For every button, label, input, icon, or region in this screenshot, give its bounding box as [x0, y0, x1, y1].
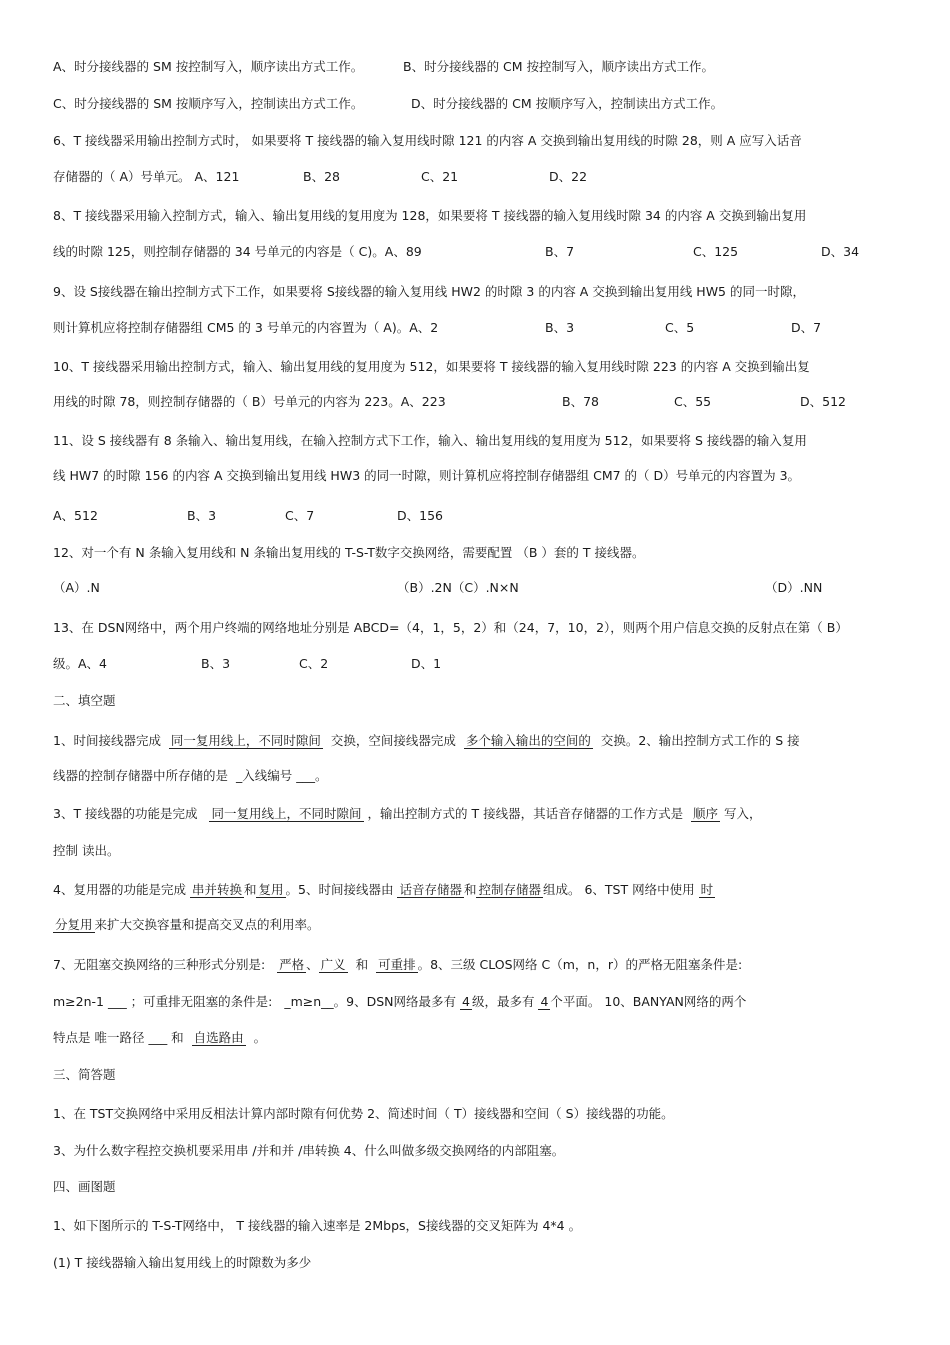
blank-answer: 4: [462, 994, 470, 1009]
section-heading-fill: 二、填空题: [53, 693, 116, 708]
blank-answer: 顺序: [693, 806, 719, 821]
blank-answer: 多个输入输出的空间的: [465, 733, 591, 748]
fill-line-5: 4、复用器的功能是完成 串并转换 和 复用 。5、时间接线器由 话音存储器 和 控制存储器 组成。 6、TST 网络中使用 时: [53, 882, 714, 897]
blank-answer: 时: [700, 882, 714, 897]
blank-answer: 同一复用线上，不同时隙间: [170, 733, 321, 748]
fill-line-8: m≥2n-1 ___ ；可重排无阻塞的条件是: _m≥n__。9、DSN网络最多有 4 级，最多有 4 个平面。 10、BANYAN网络的两个: [53, 994, 747, 1009]
fill-line-4: 控制 读出。: [53, 843, 120, 858]
blank-answer: 同一复用线上，不同时隙间: [211, 806, 362, 821]
blank-answer: 复用: [258, 882, 284, 897]
blank-answer: 4: [540, 994, 549, 1009]
q6-options: 存储器的（ A）号单元。 A、121 B、28 C、21 D、22: [53, 169, 588, 184]
fill-line-7: 7、无阻塞交换网络的三种形式分别是: 严格 、 广义 和 可重排 。8、三级 CLOS网络 C（m，n，r）的严格无阻塞条件是:: [53, 957, 743, 972]
q9-options: 则计算机应将控制存储器组 CM5 的 3 号单元的内容置为（ A)。A、2 B、3 C、5 D、7: [53, 320, 822, 335]
q8-stem: 8、T 接线器采用输入控制方式，输入、输出复用线的复用度为 128，如果要将 T 接线器的输入复用线时隙 34 的内容 A 交换到输出复用: [53, 208, 807, 223]
fill-line-9: 特点是 唯一路径 ___ 和 自选路由 。: [53, 1030, 267, 1045]
q5-option-d: D、时分接线器的 CM 按顺序写入，控制读出方式工作。: [411, 96, 724, 111]
section-heading-drawing: 四、画图题: [53, 1179, 116, 1194]
q6-stem: 6、T 接线器采用输出控制方式时， 如果要将 T 接线器的输入复用线时隙 121 的内容 A 交换到输出复用线的时隙 28，则 A 应写入话音: [53, 133, 802, 148]
fill-line-3: 3、T 接线器的功能是完成 同一复用线上，不同时隙间 ，输出控制方式的 T 接线器，其话音存储器的工作方式是 顺序 写入，: [53, 806, 762, 821]
q11-stem-1: 11、设 S 接线器有 8 条输入、输出复用线，在输入控制方式下工作，输入、输出复用线的复用度为 512，如果要将 S 接线器的输入复用: [53, 433, 807, 448]
q12-stem: 12、对一个有 N 条输入复用线和 N 条输出复用线的 T-S-T数字交换网络，需要配置 （B ）套的 T 接线器。: [53, 545, 645, 560]
q5-option-a: A、时分接线器的 SM 按控制写入，顺序读出方式工作。: [53, 59, 364, 74]
blank-answer: 广义: [320, 957, 346, 972]
drawing-question-1-part-1: (1) T 接线器输入输出复用线上的时隙数为多少: [53, 1255, 312, 1270]
q10-stem: 10、T 接线器采用输出控制方式，输入、输出复用线的复用度为 512，如果要将 T 接线器的输入复用线时隙 223 的内容 A 交换到输出复: [53, 359, 810, 374]
q5-line1: [53, 59, 714, 75]
q5-option-b: B、时分接线器的 CM 按控制写入，顺序读出方式工作。: [403, 59, 715, 74]
q13-options: 级。A、4 B、3 C、2 D、1: [53, 656, 442, 671]
blank-answer: 控制存储器: [478, 882, 541, 897]
q13-stem: 13、在 DSN网络中，两个用户终端的网络地址分别是 ABCD=（4，1，5，2）和（24，7，10，2），则两个用户信息交换的反射点在第（ B）: [53, 620, 848, 635]
blank-answer: 自选路由: [193, 1030, 244, 1045]
q8-options: 线的时隙 125，则控制存储器的 34 号单元的内容是（ C)。A、89 B、7 C、125 D、34: [53, 244, 860, 259]
q11-stem-2: 线 HW7 的时隙 156 的内容 A 交换到输出复用线 HW3 的同一时隙，则计算机应将控制存储器组 CM7 的（ D）号单元的内容置为 3。: [53, 468, 801, 483]
blank-answer: 分复用: [55, 917, 93, 932]
short-answer-line-1: 1、在 TST交换网络中采用反相法计算内部时隙有何优势 2、简述时间（ T）接线器和空间（ S）接线器的功能。: [53, 1106, 674, 1121]
blank-answer: _m≥n__: [284, 994, 334, 1009]
blank-answer: _入线编号: [235, 768, 293, 783]
blank-answer: 可重排: [378, 957, 416, 972]
short-answer-line-2: 3、为什么数字程控交换机要采用串 /并和并 /串转换 4、什么叫做多级交换网络的内部阻塞。: [53, 1143, 565, 1158]
blank-answer: 话音存储器: [399, 882, 462, 897]
blank-answer: 严格: [279, 957, 305, 972]
q12-options: （A）.N （B）.2N（C）.N×N （D）.NN: [53, 580, 823, 595]
q10-options: 用线的时隙 78，则控制存储器的（ B）号单元的内容为 223。A、223 B、78 C、55 D、512: [53, 394, 846, 409]
blank-answer: 串并转换: [191, 882, 242, 897]
fill-line-6: 分复用 来扩大交换容量和提高交叉点的利用率。: [55, 917, 320, 932]
q5-option-c: C、时分接线器的 SM 按顺序写入，控制读出方式工作。: [53, 96, 364, 111]
q11-options: A、512 B、3 C、7 D、156: [53, 508, 443, 523]
q5-line2: [53, 96, 723, 112]
q9-stem: 9、设 S接线器在输出控制方式下工作，如果要将 S接线器的输入复用线 HW2 的时隙 3 的内容 A 交换到输出复用线 HW5 的同一时隙，: [53, 284, 805, 299]
section-heading-short-answer: 三、简答题: [53, 1067, 116, 1082]
fill-line-1: 1、时间接线器完成 同一复用线上，不同时隙间 交换，空间接线器完成 多个输入输出的空间的 交换。2、输出控制方式工作的 S 接: [53, 733, 800, 748]
drawing-question-1: 1、如下图所示的 T-S-T网络中， T 接线器的输入速率是 2Mbps，S接线器的交叉矩阵为 4*4 。: [53, 1218, 582, 1233]
fill-line-2: 线器的控制存储器中所存储的是 _入线编号 ___。: [53, 768, 328, 783]
